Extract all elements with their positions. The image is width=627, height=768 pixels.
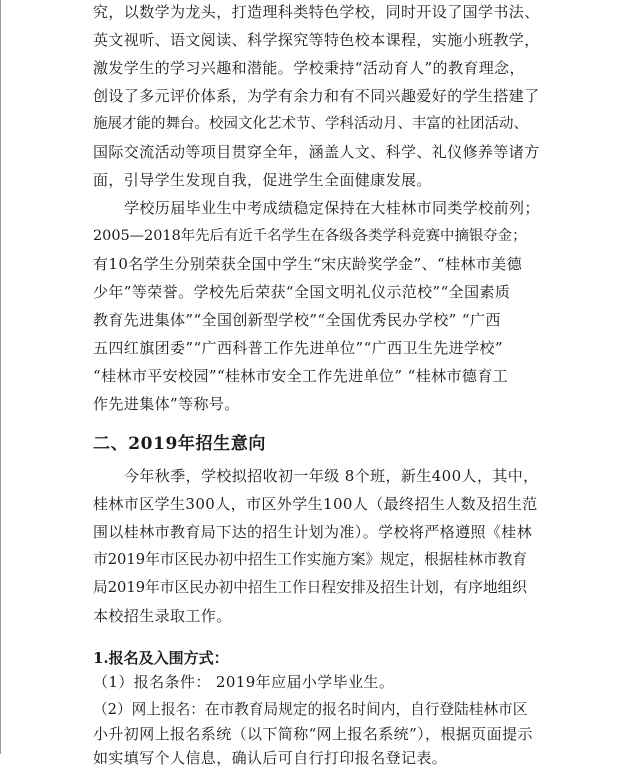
text-line: 面，引导学生发现自我，促进学生全面健康发展。 <box>93 171 432 189</box>
text-line: 国际交流活动等项目贯穿全年，涵盖人文、科学、礼仪修养等诸方 <box>93 143 540 161</box>
text-line: “桂林市平安校园”“桂林市安全工作先进单位” “桂林市德育工 <box>93 367 509 385</box>
text-line: 创设了多元评价体系，为学有余力和有不同兴趣爱好的学生搭建了 <box>93 87 540 105</box>
text-line: 今年秋季，学校拟招收初一年级 8个班，新生400人，其中， <box>124 467 539 485</box>
text-line: 少年”等荣誉。学校先后荣获“全国文明礼仪示范校”“全国素质 <box>93 283 511 301</box>
subsection-heading: 1.报名及入围方式： <box>93 649 229 667</box>
text-line: 有10名学生分别荣获全国中学生“宋庆龄奖学金”、“桂林市美德 <box>93 255 523 273</box>
text-line: 围以桂林市教育局下达的招生计划为准）。学校将严格遵照《桂林 <box>93 523 533 541</box>
text-line: 施展才能的舞台。校园文化艺术节、学科活动月、丰富的社团活动、 <box>93 116 528 132</box>
text-line: 如实填写个人信息，确认后可自行打印报名登记表。 <box>93 749 448 767</box>
text-line: 五四红旗团委”“广西科普工作先进单位”“广西卫生先进学校” <box>93 339 503 357</box>
text-line: 作先进集体”等称号。 <box>93 395 240 413</box>
text-line: 英文视听、语文阅读、科学探究等特色校本课程，实施小班教学， <box>93 31 540 49</box>
text-line: 桂林市区学生300人，市区外学生100人（最终招生人数及招生范 <box>93 495 538 513</box>
text-line: 学校历届毕业生中考成绩稳定保持在大桂林市同类学校前列； <box>124 199 540 217</box>
text-line: 小升初网上报名系统（以下简称“网上报名系统”），根据页面提示 <box>93 725 533 743</box>
text-line: 本校招生录取工作。 <box>93 607 232 625</box>
item-registration-condition: （1）报名条件： 2019年应届小学毕业生。 <box>93 673 395 691</box>
text-line: 局2019年市区民办初中招生工作日程安排及招生计划，有序地组织 <box>93 579 527 596</box>
text-line: 激发学生的学习兴趣和潜能。学校秉持“活动育人”的教育理念， <box>93 59 525 77</box>
text-line: 市2019年市区民办初中招生工作实施方案》规定，根据桂林市教育 <box>93 551 527 568</box>
text-line: 教育先进集体”“全国创新型学校”“全国优秀民办学校” “广西 <box>93 311 501 329</box>
page-left-border <box>0 0 1 754</box>
text-line: 2005—2018年先后有近千名学生在各级各类学科竞赛中摘银夺金； <box>93 228 527 244</box>
text-line: 究，以数学为龙头，打造理科类特色学校，同时开设了国学书法、 <box>93 3 540 21</box>
text-line: （2）网上报名：在市教育局规定的报名时间内，自行登陆桂林市区 <box>93 701 528 718</box>
section-heading: 二、2019年招生意向 <box>93 434 266 454</box>
